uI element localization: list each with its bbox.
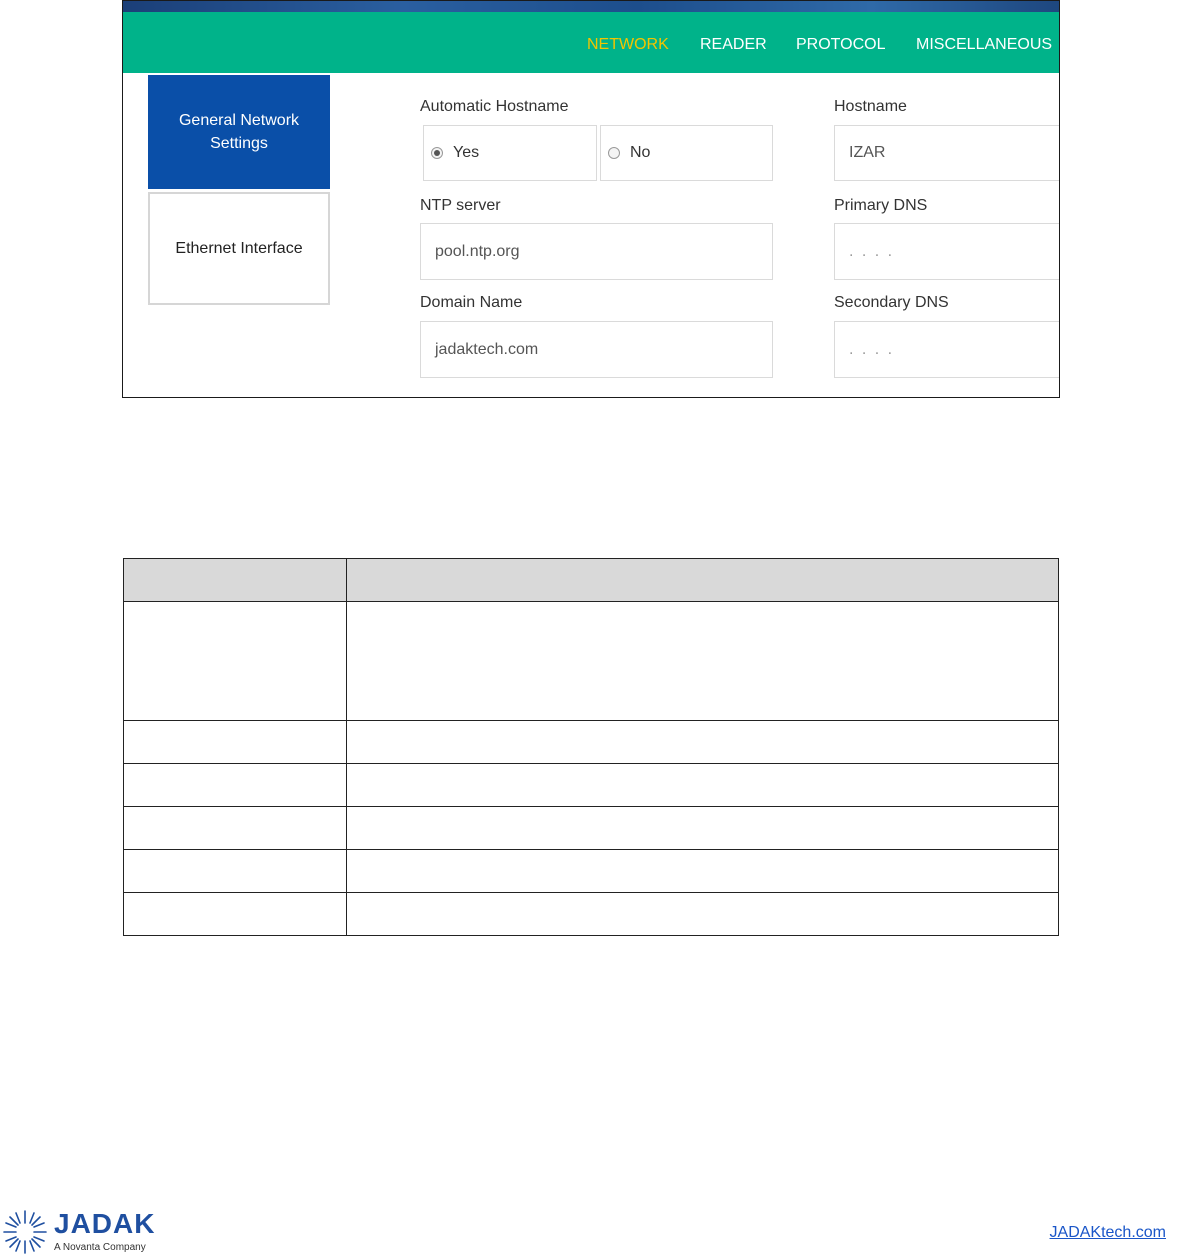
table-cell <box>124 764 347 807</box>
table-cell <box>124 721 347 764</box>
network-settings-screenshot <box>122 0 1060 398</box>
nav-tab-reader[interactable]: READER <box>700 36 767 53</box>
radio-no-label: No <box>630 144 651 161</box>
table-cell <box>347 764 1059 807</box>
table-cell <box>347 893 1059 936</box>
logo-name: JADAK <box>54 1208 156 1239</box>
nav-tab-network[interactable]: NETWORK <box>587 36 669 53</box>
table-header-cell <box>347 559 1059 602</box>
top-navbar <box>123 12 1059 73</box>
table-row <box>124 764 1059 807</box>
primary-dns-label: Primary DNS <box>834 197 928 214</box>
table-row <box>124 721 1059 764</box>
secondary-dns-label: Secondary DNS <box>834 294 949 311</box>
table-cell <box>347 807 1059 850</box>
table-cell <box>124 807 347 850</box>
website-link[interactable]: JADAKtech.com <box>1049 1224 1166 1241</box>
primary-dns-placeholder: . . . . <box>849 242 895 260</box>
nav-tab-protocol[interactable]: PROTOCOL <box>796 36 886 53</box>
ntp-server-label: NTP server <box>420 197 501 214</box>
radio-yes-label: Yes <box>453 144 480 161</box>
table-cell <box>124 602 347 721</box>
hostname-no-radio[interactable] <box>600 125 773 181</box>
hostname-label: Hostname <box>834 98 907 115</box>
table-cell <box>124 850 347 893</box>
table-row <box>124 893 1059 936</box>
settings-description-table <box>123 558 1059 936</box>
domain-name-value: jadaktech.com <box>435 340 539 358</box>
ntp-server-input[interactable] <box>420 223 773 280</box>
secondary-dns-input[interactable] <box>834 321 1060 378</box>
radio-unchecked-icon <box>608 147 620 159</box>
radio-checked-icon <box>431 147 443 159</box>
hostname-yes-radio[interactable] <box>423 125 597 181</box>
table-cell <box>124 893 347 936</box>
table-cell <box>347 602 1059 721</box>
table-row <box>124 850 1059 893</box>
table-cell <box>347 721 1059 764</box>
domain-name-input[interactable] <box>420 321 773 378</box>
header-banner <box>123 1 1059 12</box>
table-header-cell <box>124 559 347 602</box>
logo-tagline: A Novanta Company <box>54 1242 146 1253</box>
sidebar-item-label: General Network Settings <box>178 112 300 152</box>
hostname-input[interactable] <box>834 125 1060 181</box>
starburst-logo-icon <box>2 1209 48 1255</box>
table-cell <box>347 850 1059 893</box>
domain-name-label: Domain Name <box>420 294 523 311</box>
sidebar-item-general-network-settings[interactable] <box>148 75 330 189</box>
table-header-row <box>124 559 1059 602</box>
ntp-server-value: pool.ntp.org <box>435 242 520 260</box>
secondary-dns-placeholder: . . . . <box>849 340 895 358</box>
hostname-value: IZAR <box>849 144 886 161</box>
table-row <box>124 807 1059 850</box>
table-row <box>124 602 1059 721</box>
sidebar-item-label: Ethernet Interface <box>175 240 303 257</box>
automatic-hostname-label: Automatic Hostname <box>420 98 569 115</box>
primary-dns-input[interactable] <box>834 223 1060 280</box>
jadak-logo <box>2 1209 155 1255</box>
nav-tab-miscellaneous[interactable]: MISCELLANEOUS <box>916 36 1053 53</box>
sidebar-item-ethernet-interface[interactable] <box>148 192 330 305</box>
